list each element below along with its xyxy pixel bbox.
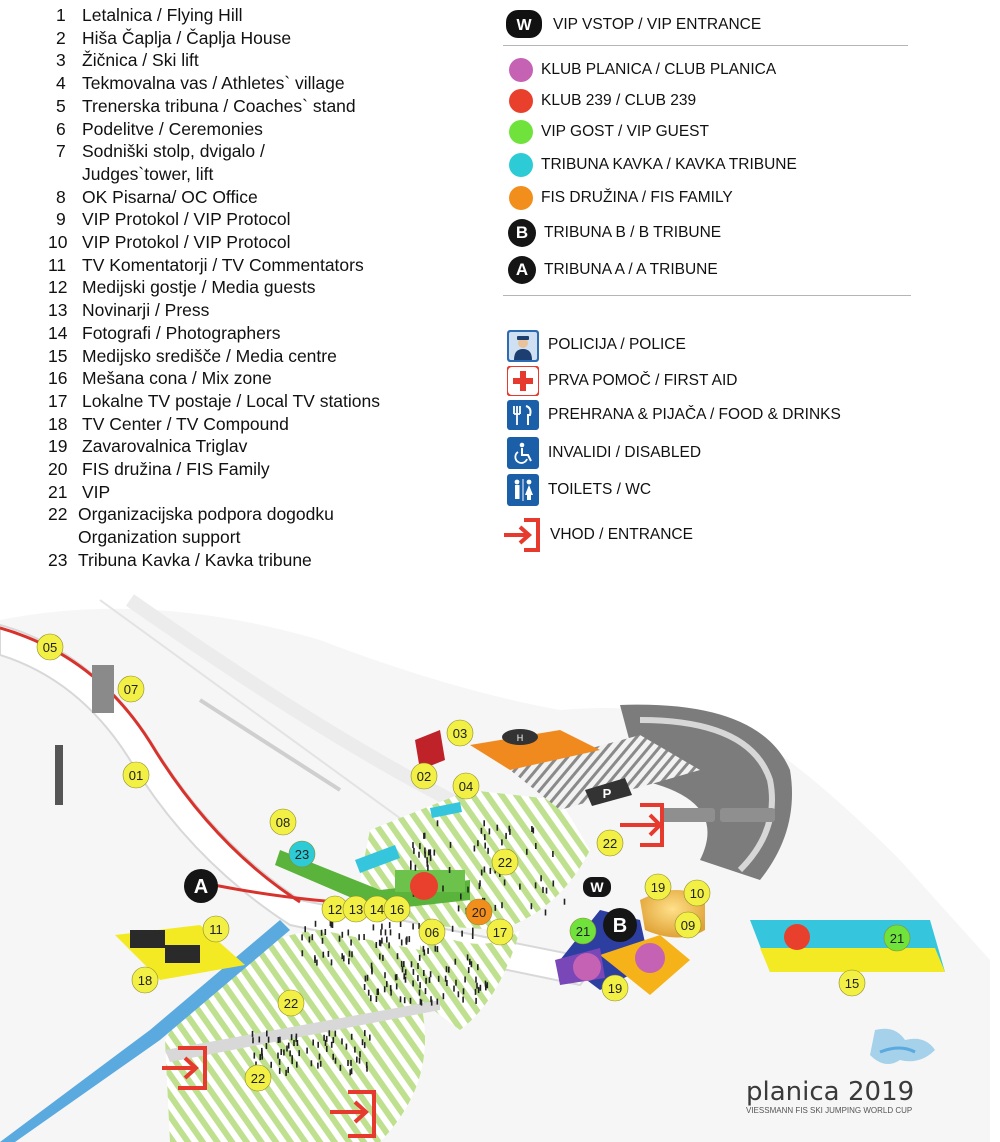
zone-label: VIP GOST / VIP GUEST [541, 123, 709, 140]
legend-item-text: Letalnica / Flying Hill [82, 5, 243, 25]
map-marker [203, 916, 229, 942]
map-marker [384, 896, 410, 922]
map-marker [839, 970, 865, 996]
map-marker-label: 19 [607, 981, 623, 996]
venue-map [0, 580, 1000, 1142]
tribune-a-label: TRIBUNA A / A TRIBUNE [544, 261, 718, 278]
legend-item-text: Organizacijska podpora dogodku [78, 504, 334, 525]
map-marker [684, 880, 710, 906]
legend-item-text: Podelitve / Ceremonies [82, 118, 263, 139]
zone-color-dot [509, 153, 533, 177]
map-marker-label: 10 [689, 886, 705, 901]
legend-item-text: Tribuna Kavka / Kavka tribune [78, 549, 312, 570]
disabled-label: INVALIDI / DISABLED [548, 444, 702, 461]
zone-color-dot [509, 120, 533, 144]
map-marker [570, 918, 596, 944]
svg-text:W: W [516, 17, 532, 34]
police-icon [507, 330, 539, 362]
toilets-icon [507, 474, 539, 506]
first-aid-label: PRVA POMOČ / FIRST AID [548, 372, 738, 389]
legend-item-number: 22 [48, 504, 68, 525]
map-marker-label: 22 [497, 855, 513, 870]
map-marker [645, 874, 671, 900]
map-marker-label: 13 [348, 902, 364, 917]
map-marker [466, 899, 492, 925]
food-drinks-icon [507, 400, 539, 430]
map-marker [603, 908, 637, 942]
zone-label: KLUB PLANICA / CLUB PLANICA [541, 61, 777, 78]
vip-entrance-label: VIP VSTOP / VIP ENTRANCE [553, 16, 762, 33]
legend-item-text: Hiša Čaplja / Čaplja House [82, 27, 292, 48]
map-marker [123, 762, 149, 788]
logo-year: 2019 [848, 1077, 915, 1107]
map-marker [270, 809, 296, 835]
map-marker-label: 11 [209, 922, 223, 937]
police-label: POLICIJA / POLICE [548, 336, 686, 353]
zone-color-dot [509, 58, 533, 82]
legend-item-text: TV Center / TV Compound [82, 413, 289, 434]
legend-item-text: VIP Protokol / VIP Protocol [82, 232, 291, 252]
map-marker [132, 967, 158, 993]
legend-item-text: Mešana cona / Mix zone [82, 368, 272, 389]
tribune-b-badge: B [508, 219, 536, 247]
map-marker [411, 763, 437, 789]
legend-item-text: Medijsko središče / Media centre [82, 345, 337, 366]
toilets-label: TOILETS / WC [548, 481, 652, 498]
zone-label: KLUB 239 / CLUB 239 [541, 92, 697, 109]
map-marker-label: 15 [844, 976, 860, 991]
legend-item-number: 10 [48, 232, 68, 252]
map-marker-label: 19 [650, 880, 666, 895]
wheelchair-icon [507, 437, 539, 469]
map-marker-label: 23 [294, 847, 310, 862]
map-marker [118, 676, 144, 702]
zone-color-dot [509, 186, 533, 210]
divider [503, 45, 908, 46]
legend-item-number: 2 [56, 27, 66, 48]
map-marker-label: 12 [327, 902, 343, 917]
map-marker-label: 22 [602, 836, 618, 851]
vip-entrance-icon [506, 10, 542, 38]
map-marker [289, 841, 315, 867]
legend-item-number: 4 [56, 73, 66, 94]
legend-item-number: 12 [48, 277, 68, 298]
legend-item-text: Fotografi / Photographers [82, 322, 281, 343]
map-marker-label: 18 [137, 973, 153, 988]
legend-item-text: Organization support [78, 527, 241, 548]
symbol-legend [500, 0, 1000, 580]
legend-item-text: Medijski gostje / Media guests [82, 277, 316, 298]
map-marker [583, 877, 611, 897]
map-marker-label: 20 [471, 905, 487, 920]
legend-item-text: Trenerska tribuna / Coaches` stand [82, 95, 356, 116]
legend-item-text: VIP Protokol / VIP Protocol [82, 209, 291, 230]
legend-item-text: TV Komentatorji / TV Commentators [82, 254, 364, 275]
logo-tagline: VIESSMANN FIS SKI JUMPING WORLD CUP [746, 1106, 913, 1115]
legend-item-text: Judges`tower, lift [82, 163, 214, 184]
map-marker-label: 07 [123, 682, 139, 697]
zone-color-dot [509, 89, 533, 113]
legend-item-number: 19 [48, 436, 68, 457]
map-marker-label: B [612, 915, 628, 937]
legend-item-number: 18 [48, 413, 68, 434]
legend-item-text: Lokalne TV postaje / Local TV stations [82, 390, 381, 411]
food-drinks-label: PREHRANA & PIJAČA / FOOD & DRINKS [548, 406, 841, 423]
zone-label: TRIBUNA KAVKA / KAVKA TRIBUNE [541, 156, 797, 173]
map-marker [884, 925, 910, 951]
legend-item-text: OK Pisarna/ OC Office [82, 186, 258, 207]
map-marker [419, 919, 445, 945]
map-marker [453, 773, 479, 799]
map-marker-label: 16 [389, 902, 405, 917]
legend-item-text: Žičnica / Ski lift [82, 50, 199, 71]
map-marker [184, 869, 218, 903]
map-marker-label: 17 [492, 925, 508, 940]
helipad-label: H [516, 733, 524, 743]
map-marker-label: 22 [250, 1071, 266, 1086]
map-marker-label: 21 [889, 931, 905, 946]
logo-word: planica [746, 1077, 840, 1107]
legend-item-number: 6 [56, 118, 66, 139]
map-marker-label: 22 [283, 996, 299, 1011]
legend-item-number: 15 [48, 345, 68, 366]
map-marker [278, 990, 304, 1016]
legend-item-number: 17 [48, 390, 68, 411]
legend-item-number: 16 [48, 368, 68, 389]
legend-item-number: 13 [48, 300, 68, 321]
legend-item-number: 11 [48, 254, 67, 275]
legend-item-number: 20 [48, 459, 68, 479]
legend-item-number: 23 [48, 549, 68, 570]
entrance-arrow-icon [502, 518, 542, 552]
legend-item-text: Tekmovalna vas / Athletes` village [82, 73, 345, 94]
map-marker [597, 830, 623, 856]
tribune-a-badge: A [508, 256, 536, 284]
map-marker-label: 02 [416, 769, 432, 784]
map-marker [602, 975, 628, 1001]
map-marker-label: W [590, 879, 604, 895]
legend-item-number: 1 [56, 5, 66, 25]
legend-item-number: 7 [56, 141, 66, 162]
legend-item-text: Novinarji / Press [82, 300, 210, 321]
legend-item-number: 9 [56, 209, 66, 230]
map-marker [492, 849, 518, 875]
legend-item-number: 5 [56, 95, 66, 116]
tribune-b-label: TRIBUNA B / B TRIBUNE [544, 224, 722, 241]
map-marker-label: 21 [575, 924, 591, 939]
entrance-label: VHOD / ENTRANCE [550, 526, 693, 543]
legend-item-text: FIS družina / FIS Family [82, 459, 270, 479]
map-marker [37, 634, 63, 660]
map-marker-label: 09 [680, 918, 696, 933]
map-marker-label: 06 [424, 925, 440, 940]
legend-item-number: 21 [48, 481, 68, 502]
parking-label: P [602, 786, 612, 801]
map-marker-label: 08 [275, 815, 291, 830]
zone-label: FIS DRUŽINA / FIS FAMILY [541, 189, 733, 206]
map-marker [675, 912, 701, 938]
map-marker-label: 05 [42, 640, 58, 655]
map-marker-label: 14 [369, 902, 385, 917]
legend-item-number: 14 [48, 322, 68, 343]
map-marker-label: 04 [458, 779, 474, 794]
legend-item-text: Zavarovalnica Triglav [82, 436, 248, 457]
divider [503, 295, 911, 296]
judges-tower [92, 665, 114, 713]
map-marker-label: A [193, 876, 209, 898]
map-marker-label: 03 [452, 726, 468, 741]
map-marker-label: 01 [128, 768, 144, 783]
legend-item-number: 8 [56, 186, 66, 207]
legend-item-text: Sodniški stolp, dvigalo / [82, 141, 265, 162]
legend-item-text: VIP [82, 481, 111, 502]
map-marker [447, 720, 473, 746]
legend-item-number: 3 [56, 50, 66, 71]
first-aid-icon [507, 366, 539, 396]
map-marker [487, 919, 513, 945]
map-marker [245, 1065, 271, 1091]
